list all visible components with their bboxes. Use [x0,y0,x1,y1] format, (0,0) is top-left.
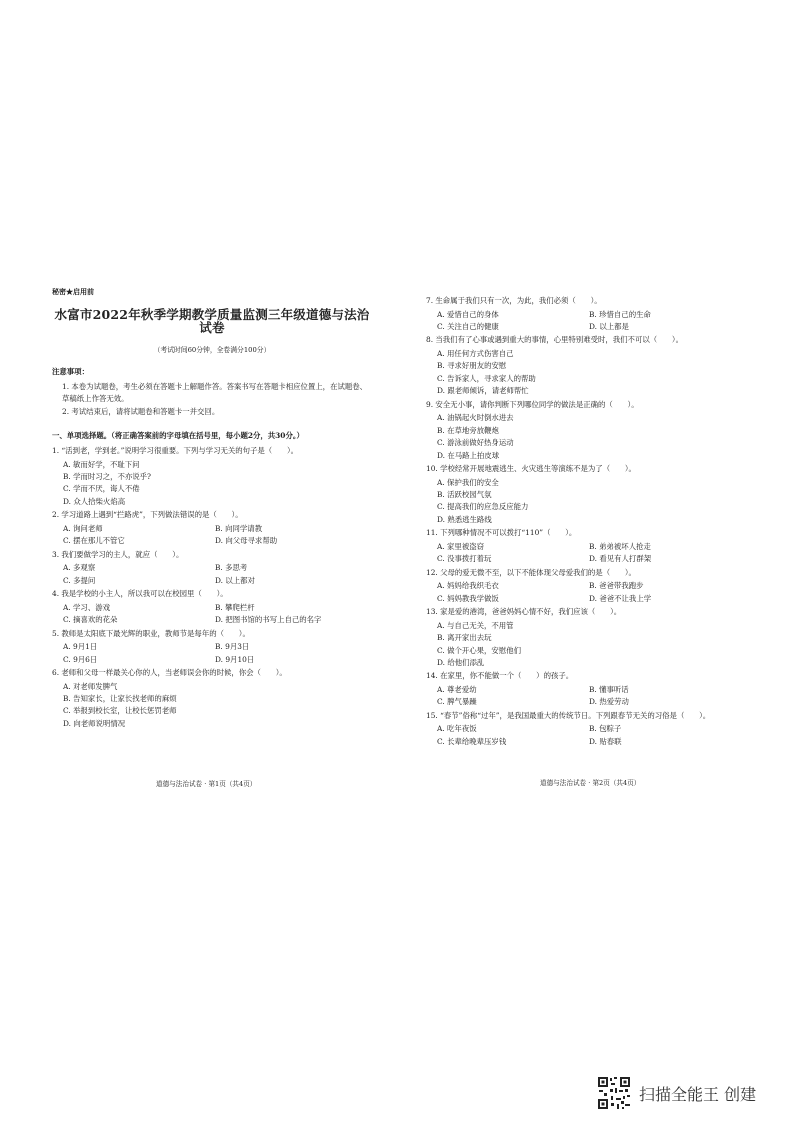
question-stem: 5. 教师是太阳底下最光辉的职业，教师节是每年的（ ）。 [52,628,250,638]
question-item [426,464,766,523]
answer-options [426,622,766,667]
answer-option: C. 关注自己的健康 [437,322,499,332]
answer-option: B. 向同学请教 [215,523,263,533]
answer-option: C. 提高我们的应急反应能力 [437,502,529,512]
answer-option: A. 油锅起火时倒水进去 [437,413,514,423]
answer-option: A. 询问老师 [63,523,103,533]
answer-option: D. 热爱劳动 [589,697,629,707]
question-item [426,607,766,666]
answer-option: C. 举报到校长室，让校长惩罚老师 [63,706,177,716]
answer-option: D. 以上都是 [589,322,629,332]
answer-option: A. 家里被盗窃 [437,541,484,551]
answer-options [52,643,372,663]
scanner-watermark [597,1076,756,1110]
page-footer: 道德与法治试卷 · 第2页（共4页） [540,779,641,787]
answer-options [426,582,766,602]
section-heading: 一、单项选择题。（将正确答案前的字母填在括号里，每小题2分，共30分。） [52,430,304,440]
notice-item: 2. 考试结束后，请将试题卷和答题卡一并交回。 [62,407,220,417]
answer-options [426,311,766,331]
answer-options [52,461,372,506]
answer-option: B. 懂事听话 [589,684,629,694]
question-stem: 7. 生命属于我们只有一次，为此，我们必须（ ）。 [426,296,602,305]
question-item [52,446,372,505]
page-footer: 道德与法治试卷 · 第1页（共4页） [156,780,257,788]
watermark-text: 扫描全能王 创建 [639,1084,757,1104]
answer-option: A. 9月1日 [63,642,98,652]
question-item [52,668,372,727]
answer-option: D. 熟悉逃生路线 [437,514,492,524]
answer-option: B. 9月3日 [215,642,250,652]
question-stem: 10. 学校经常开展地震逃生、火灾逃生等演练不是为了（ ）。 [426,463,636,473]
question-list [52,446,372,727]
answer-option: A. 吃年夜饭 [437,724,477,734]
answer-option: B. 弟弟被坏人抢走 [589,541,651,551]
answer-option: B. 告知家长，让家长找老师的麻烦 [63,694,177,704]
question-stem: 4. 我是学校的小主人，所以我可以在校园里（ ）。 [52,589,228,599]
answer-option: B. 学而时习之，不亦说乎? [63,472,151,482]
question-stem: 2. 学习道路上遇到“拦路虎”，下列做法错误的是（ ）。 [52,510,243,520]
question-item [52,510,372,544]
question-item [52,550,372,584]
question-list [426,296,766,745]
answer-option: A. 与自己无关，不用管 [437,620,514,630]
answer-option: D. 看见有人打群架 [589,554,652,564]
question-stem: 14. 在家里，你不能做一个（ ）的孩子。 [426,671,574,681]
question-stem: 1. “活到老，学到老。”说明学习很重要。下列与学习无关的句子是（ ）。 [52,446,299,456]
answer-option: D. 向父母寻求帮助 [215,536,278,546]
answer-option: A. 爱惜自己的身体 [437,309,499,319]
question-stem: 12. 父母的爱无微不至，以下不能体现父母爱我们的是（ ）。 [426,567,636,577]
question-stem: 15. “春节”俗称“过年”，是我国最重大的传统节日。下列跟春节无关的习俗是（ ）。 [426,710,711,720]
question-item [52,629,372,663]
exam-title: 水富市2022年秋季学期教学质量监测三年级道德与法治试卷 [54,307,370,335]
answer-option: D. 9月10日 [215,654,255,664]
qr-code-icon [597,1076,631,1110]
notice-heading: 注意事项： [52,366,89,376]
answer-options [426,725,766,745]
question-stem: 8. 当我们有了心事或遇到重大的事情，心里特别难受时，我们不可以（ ）。 [426,335,683,345]
answer-option: D. 众人拾柴火焰高 [63,496,126,506]
question-stem: 9. 安全无小事，请你判断下列哪位同学的做法是正确的（ ）。 [426,399,639,409]
answer-option: D. 给他们添乱 [437,657,485,667]
answer-option: B. 离开家出去玩 [437,633,492,643]
answer-option: B. 爸爸带我跑步 [589,581,644,591]
answer-option: C. 多提问 [63,575,96,585]
answer-option: A. 敏而好学，不耻下问 [63,459,140,469]
question-stem: 13. 家是爱的港湾，爸爸妈妈心情不好，我们应该（ ）。 [426,607,622,617]
answer-option: B. 多思考 [215,563,248,573]
answer-option: C. 9月6日 [63,654,98,664]
question-stem: 6. 老师和父母一样最关心你的人，当老师误会你的时候，你会（ ）。 [52,668,287,678]
answer-option: C. 学而不厌，诲人不倦 [63,484,140,494]
question-item [426,568,766,602]
answer-options [426,479,766,524]
answer-option: C. 告诉家人，寻求家人的帮助 [437,373,536,383]
answer-option: B. 包粽子 [589,724,622,734]
confidential-label: 秘密★启用前 [52,287,94,296]
answer-option: A. 对老师发脾气 [63,681,118,691]
notice-item: 1. 本卷为试题卷，考生必须在答题卡上解题作答。答案书写在答题卡相应位置上，在试题卷、草稿纸上作答无效。 [62,382,368,403]
answer-options [52,683,372,728]
question-item [426,296,766,330]
answer-option: A. 学习、游戏 [63,602,110,612]
answer-option: C. 长辈给晚辈压岁钱 [437,736,507,746]
answer-options [426,686,766,706]
answer-option: C. 摘喜欢的花朵 [63,615,118,625]
answer-option: C. 没事拨打着玩 [437,554,492,564]
question-item [426,671,766,705]
answer-option: D. 以上都对 [215,575,255,585]
answer-options [52,525,372,545]
answer-option: D. 在马路上拍皮球 [437,450,500,460]
question-stem: 3. 我们要做学习的主人，就应（ ）。 [52,549,184,559]
answer-option: C. 脾气暴躁 [437,697,477,707]
answer-options [426,350,766,395]
answer-option: C. 做个开心果，安慰他们 [437,645,521,655]
question-item [426,528,766,562]
question-item [426,400,766,459]
answer-option: A. 多观察 [63,563,96,573]
question-stem: 11. 下列哪种情况不可以拨打“110”（ ）。 [426,528,577,538]
answer-option: B. 攀爬栏杆 [215,602,255,612]
question-item [52,589,372,623]
answer-options [52,564,372,584]
answer-option: A. 用任何方式伤害自己 [437,349,514,359]
answer-option: C. 游泳前做好热身运动 [437,438,514,448]
question-item [426,711,766,745]
answer-option: B. 在草地旁放鞭炮 [437,425,499,435]
answer-option: B. 寻求好朋友的安慰 [437,361,507,371]
answer-option: C. 摆在那儿不管它 [63,536,125,546]
answer-option: B. 活跃校园气氛 [437,489,492,499]
answer-option: D. 贴春联 [589,736,622,746]
answer-option: C. 妈妈教我学做饭 [437,593,499,603]
exam-page-1 [52,288,372,732]
question-item [426,335,766,394]
answer-option: D. 跟老师倾诉，请老师帮忙 [437,386,529,396]
answer-option: D. 把图书馆的书写上自己的名字 [215,615,322,625]
answer-option: A. 保护我们的安全 [437,477,499,487]
answer-options [426,543,766,563]
answer-option: B. 珍惜自己的生命 [589,309,651,319]
exam-page-2 [426,296,766,750]
answer-option: A. 尊老爱幼 [437,684,477,694]
answer-option: D. 爸爸不让我上学 [589,593,652,603]
answer-option: A. 妈妈给我织毛衣 [437,581,499,591]
exam-time-note: （考试时间60分钟，全卷满分100分） [153,346,271,354]
answer-options [426,414,766,459]
answer-option: D. 向老师说明情况 [63,718,126,728]
answer-options [52,604,372,624]
